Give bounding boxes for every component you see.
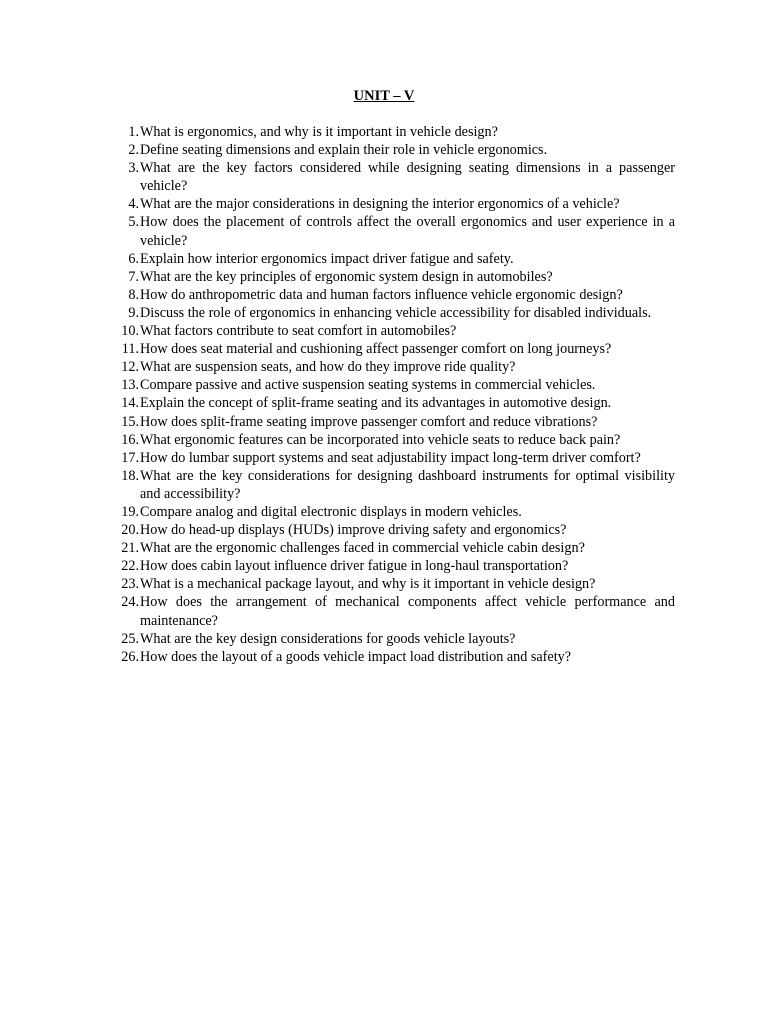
question-text: What are the key design considerations for goods vehicle layouts? — [140, 630, 516, 647]
question-text: Compare analog and digital electronic displays in modern vehicles. — [140, 503, 522, 520]
question-number: 16. — [121, 431, 139, 448]
list-item — [113, 141, 675, 159]
question-text: How does seat material and cushioning affect passenger comfort on long journeys? — [140, 341, 612, 358]
question-number: 13. — [121, 377, 139, 394]
question-number: 12. — [121, 359, 139, 376]
list-item — [113, 593, 675, 629]
question-text: What are the major considerations in designing the interior ergonomics of a vehicle? — [140, 196, 620, 213]
list-item — [113, 268, 675, 286]
question-text: Compare passive and active suspension seating systems in commercial vehicles. — [140, 377, 596, 394]
question-list — [113, 123, 675, 666]
question-text: What ergonomic features can be incorporated into vehicle seats to reduce back pain? — [140, 431, 621, 448]
list-item — [113, 630, 675, 648]
question-text: What are the ergonomic challenges faced in commercial vehicle cabin design? — [140, 540, 585, 557]
page-title-text: UNIT – V — [353, 88, 415, 104]
question-text: Define seating dimensions and explain their role in vehicle ergonomics. — [140, 142, 548, 159]
list-item — [113, 431, 675, 449]
list-item — [113, 304, 675, 322]
question-number: 4. — [128, 196, 139, 213]
question-text: What factors contribute to seat comfort in automobiles? — [140, 323, 457, 340]
question-number: 14. — [121, 395, 139, 412]
list-item — [113, 503, 675, 521]
question-number: 2. — [128, 142, 139, 159]
page-title — [0, 88, 768, 105]
question-number: 6. — [128, 250, 139, 267]
question-number: 11. — [121, 341, 139, 358]
question-number: 15. — [121, 413, 139, 430]
question-text: How does cabin layout influence driver fatigue in long-haul transportation? — [140, 558, 569, 575]
list-item — [113, 358, 675, 376]
list-item — [113, 575, 675, 593]
list-item — [113, 195, 675, 213]
question-text: What is ergonomics, and why is it important in vehicle design? — [140, 124, 498, 140]
question-text: What are the key considerations for designing dashboard instruments for optimal visibility and accessibility? — [140, 467, 675, 502]
list-item — [113, 449, 675, 467]
question-number: 5. — [128, 214, 139, 231]
question-number: 25. — [121, 630, 139, 647]
question-number: 17. — [121, 449, 139, 466]
list-item — [113, 539, 675, 557]
question-number: 24. — [121, 594, 139, 611]
list-item — [113, 376, 675, 394]
list-item — [113, 322, 675, 340]
question-number: 21. — [121, 540, 139, 557]
list-item — [113, 123, 675, 141]
question-text: Discuss the role of ergonomics in enhancing vehicle accessibility for disabled individuals. — [140, 304, 652, 321]
question-text: How do head-up displays (HUDs) improve driving safety and ergonomics? — [140, 522, 567, 539]
question-text: What are the key principles of ergonomic system design in automobiles? — [140, 268, 553, 285]
question-text: How does the layout of a goods vehicle impact load distribution and safety? — [140, 648, 572, 665]
question-number: 3. — [128, 160, 139, 177]
question-number: 1. — [128, 124, 139, 140]
question-number: 22. — [121, 558, 139, 575]
question-text: How do lumbar support systems and seat adjustability impact long-term driver comfort? — [140, 449, 641, 466]
question-number: 19. — [121, 503, 139, 520]
question-number: 18. — [121, 467, 139, 484]
list-item — [113, 648, 675, 666]
question-text: What are the key factors considered while designing seating dimensions in a passenger vehicle? — [140, 160, 675, 195]
list-item — [113, 413, 675, 431]
question-text: How do anthropometric data and human factors influence vehicle ergonomic design? — [140, 286, 623, 303]
question-text: How does the placement of controls affect the overall ergonomics and user experience in a vehicle? — [140, 214, 675, 249]
list-item — [113, 340, 675, 358]
question-text: What is a mechanical package layout, and why is it important in vehicle design? — [140, 576, 596, 593]
list-item — [113, 286, 675, 304]
list-item — [113, 467, 675, 503]
question-text: How does the arrangement of mechanical components affect vehicle performance and maintenance? — [140, 594, 675, 629]
question-number: 9. — [128, 304, 139, 321]
list-item — [113, 250, 675, 268]
question-number: 8. — [128, 286, 139, 303]
question-text: Explain the concept of split-frame seating and its advantages in automotive design. — [140, 395, 612, 412]
question-number: 7. — [128, 268, 139, 285]
list-item — [113, 213, 675, 249]
question-number: 10. — [121, 323, 139, 340]
list-item — [113, 159, 675, 195]
question-number: 26. — [121, 648, 139, 665]
question-text: What are suspension seats, and how do they improve ride quality? — [140, 359, 516, 376]
question-number: 23. — [121, 576, 139, 593]
question-text: Explain how interior ergonomics impact driver fatigue and safety. — [140, 250, 514, 267]
question-number: 20. — [121, 522, 139, 539]
list-item — [113, 557, 675, 575]
list-item — [113, 394, 675, 412]
question-text: How does split-frame seating improve passenger comfort and reduce vibrations? — [140, 413, 598, 430]
list-item — [113, 521, 675, 539]
